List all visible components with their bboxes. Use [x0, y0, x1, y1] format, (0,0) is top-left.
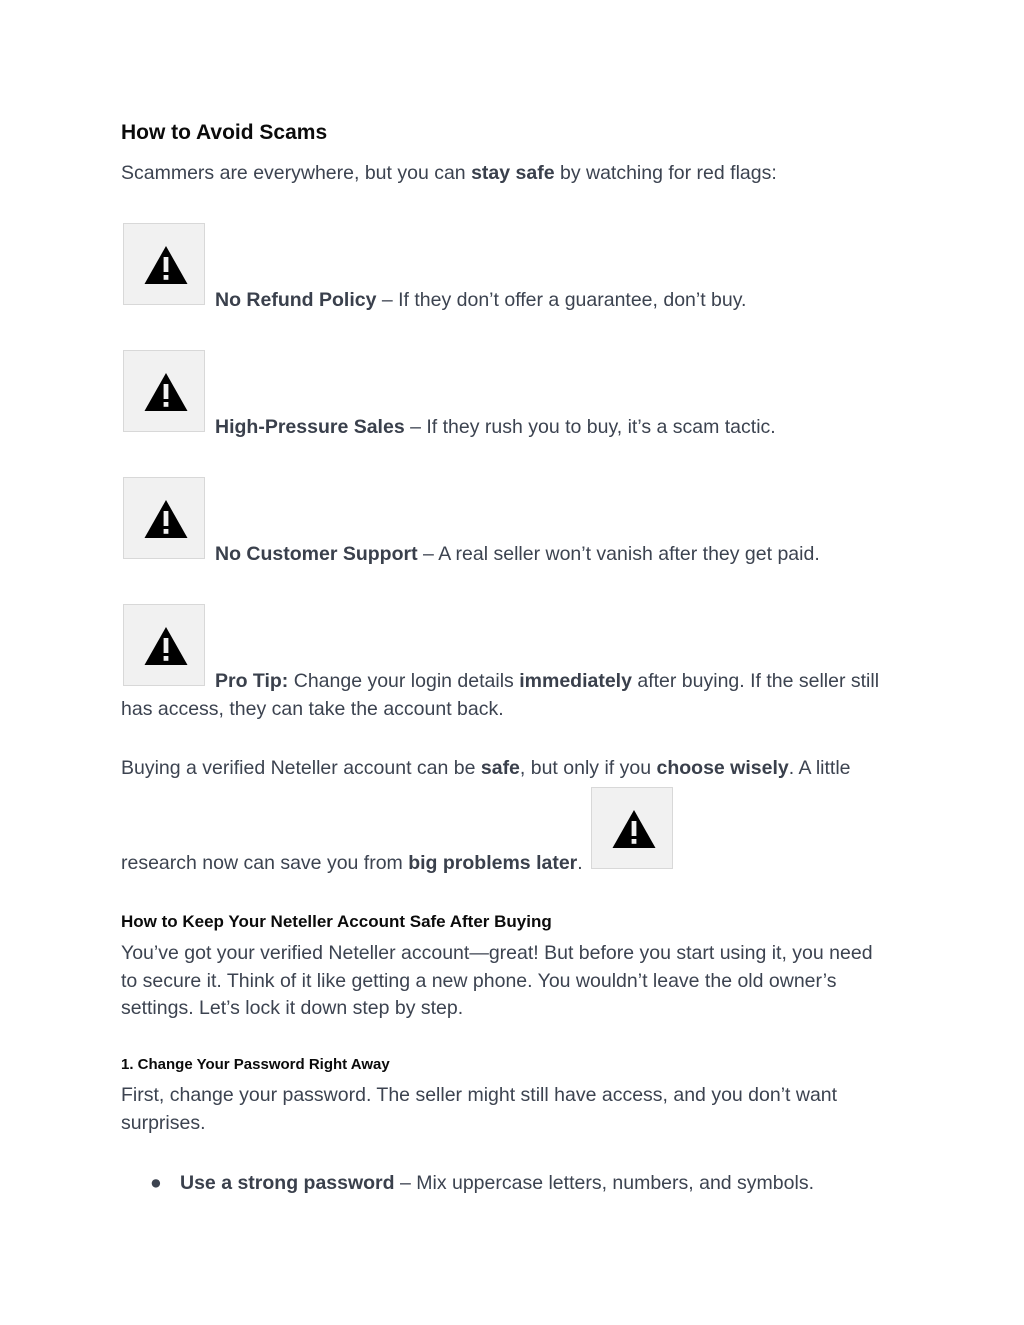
closing-bold-choose: choose wisely: [656, 757, 789, 779]
flag-text: – If they don’t offer a guarantee, don’t buy.: [376, 289, 747, 311]
bullet-marker: ●: [150, 1172, 162, 1194]
warning-icon: [591, 787, 673, 869]
bullet-text: – Mix uppercase letters, numbers, and symbols.: [394, 1172, 814, 1194]
protip-line-2: has access, they can take the account back.: [121, 698, 504, 720]
closing-line-1: [121, 754, 851, 782]
warning-icon: [123, 604, 205, 686]
flag-title: No Refund Policy: [215, 289, 377, 311]
heading-avoid-scams: How to Avoid Scams: [121, 121, 328, 144]
section2-line-1: You’ve got your verified Neteller account—great! But before you start using it, you need: [121, 942, 873, 964]
list-item: [150, 1169, 814, 1197]
protip-text-end: after buying. If the seller still: [631, 670, 880, 692]
protip-title: Pro Tip:: [215, 670, 289, 692]
section2-line-2: to secure it. Think of it like getting a new phone. You wouldn’t leave the old owner’s: [121, 970, 837, 992]
bullet-bold: Use a strong password: [180, 1172, 395, 1194]
warning-icon: [123, 477, 205, 559]
flag-text: – If they rush you to buy, it’s a scam tactic.: [404, 416, 776, 438]
warning-icon: [123, 223, 205, 305]
closing-text: , but only if you: [519, 757, 657, 779]
heading-change-password: 1. Change Your Password Right Away: [121, 1056, 390, 1073]
intro-paragraph: [121, 159, 901, 187]
warning-icon: [123, 350, 205, 432]
intro-text: Scammers are everywhere, but you can: [121, 162, 472, 184]
closing-bold-problems: big problems later: [408, 852, 578, 874]
protip-bold: immediately: [519, 670, 632, 692]
protip-line-1: [215, 667, 879, 695]
closing-bold-safe: safe: [480, 757, 520, 779]
section3-line-2: surprises.: [121, 1112, 206, 1134]
closing-line-2: [121, 849, 583, 877]
flag-no-support: [215, 540, 820, 568]
heading-keep-safe: How to Keep Your Neteller Account Safe After Buying: [121, 912, 552, 931]
section2-line-3: settings. Let’s lock it down step by step.: [121, 997, 464, 1019]
flag-high-pressure: [215, 413, 776, 441]
closing-text: research now can save you from: [121, 852, 409, 874]
flag-title: High-Pressure Sales: [215, 416, 405, 438]
intro-text-end: by watching for red flags:: [554, 162, 777, 184]
protip-text: Change your login details: [288, 670, 520, 692]
section3-line-1: First, change your password. The seller might still have access, and you don’t want: [121, 1084, 838, 1106]
flag-text: – A real seller won’t vanish after they get paid.: [417, 543, 820, 565]
closing-text: .: [577, 852, 583, 874]
closing-text: Buying a verified Neteller account can be: [121, 757, 481, 779]
flag-no-refund: [215, 286, 746, 314]
intro-bold: stay safe: [471, 162, 555, 184]
closing-text: . A little: [788, 757, 851, 779]
flag-title: No Customer Support: [215, 543, 418, 565]
